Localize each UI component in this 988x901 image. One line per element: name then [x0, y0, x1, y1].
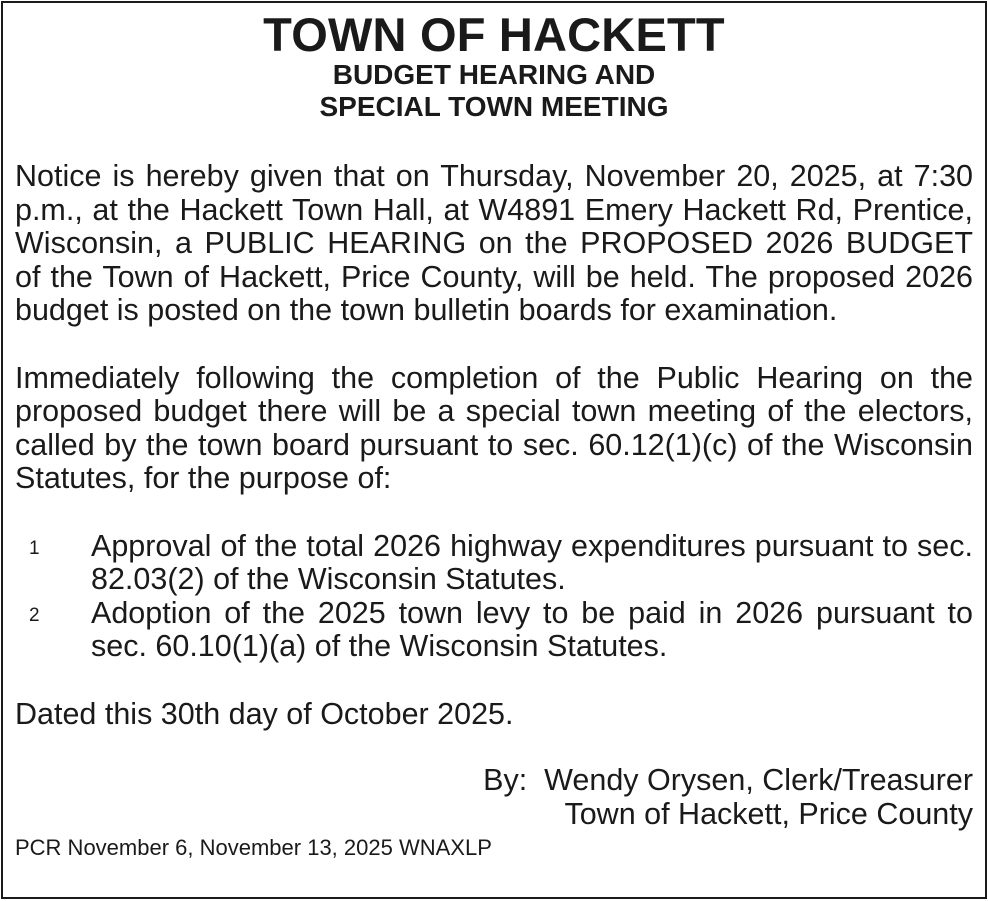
notice-title: TOWN OF HACKETT	[263, 8, 725, 61]
publication-line: PCR November 6, November 13, 2025 WNAXLP	[15, 835, 492, 860]
notice-paragraph-meeting: Immediately following the completion of the Public Hearing on the proposed budget there will be a special town meeting of the electors, called by the town board pursuant to sec. 60.12(1)(c) of the Wisconsin Statutes, for the purpose of:	[15, 360, 973, 495]
signature-town: Town of Hackett, Price County	[564, 796, 973, 831]
list-item	[15, 597, 973, 664]
list-item-text: Approval of the total 2026 highway expenditures pursuant to sec. 82.03(2) of the Wisconsin Statutes.	[91, 528, 973, 596]
signature-block	[15, 764, 973, 831]
list-item-text: Adoption of the 2025 town levy to be paid in 2026 pursuant to sec. 60.10(1)(a) of the Wisconsin Statutes.	[91, 595, 973, 663]
list-item-number: 2	[29, 604, 40, 626]
signature-name: By: Wendy Orysen, Clerk/Treasurer	[483, 763, 973, 797]
dated-line: Dated this 30th day of October 2025.	[15, 696, 514, 731]
notice-subtitle-line2: SPECIAL TOWN MEETING	[319, 91, 669, 122]
notice-subtitle-line1: BUDGET HEARING AND	[332, 59, 656, 90]
list-item	[15, 530, 973, 597]
list-item-number: 1	[29, 537, 40, 559]
notice-paragraph-hearing: Notice is hereby given that on Thursday, November 20, 2025, at 7:30 p.m., at the Hackett Town Hall, at W4891 Emery Hackett Rd, Prentice, Wisconsin, a PUBLIC HEARING on the PROPOSED 2026 BUDGET of the Town of Hackett, Price County, will be held. The proposed 2026 budget is posted on the town bulletin boards for examination.	[15, 159, 973, 327]
legal-notice	[1, 1, 987, 899]
purpose-list	[15, 530, 973, 664]
